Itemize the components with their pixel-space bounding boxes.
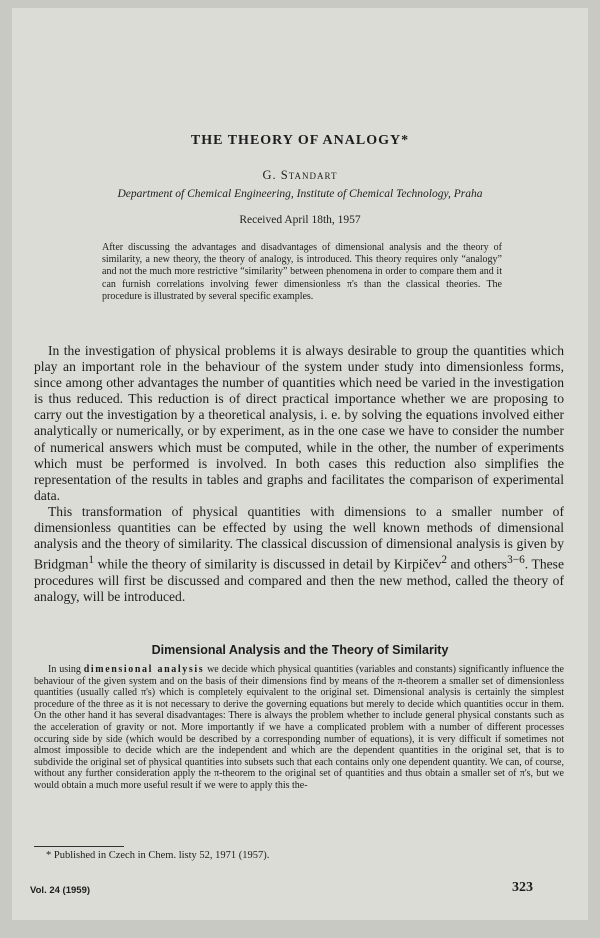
paragraph-2-part-d: . These procedures will first be discussed and compared and then the new method, called the theory of analogy, will be introduced.: [34, 556, 564, 604]
received-date: Received April 18th, 1957: [239, 214, 361, 226]
section-paragraph: [34, 664, 564, 792]
page-number: 323: [512, 880, 533, 895]
paragraph-2: [34, 504, 564, 605]
paragraph-1: In the investigation of physical problems it is always desirable to group the quantities which play an important role in the behaviour of the system under study into dimensionless forms, since among other advantages the number of quantities which need be varied in the investigation is thus reduced. This reduction is of direct practical importance whether we are proposing to carry out the investigation by a theoretical analysis, i. e. by solving the equations involved either analytically or numerically, or by experiment, as in the one case we have to consider the number of numerical answers which must be computed, while in the other, the number of experiments which must be performed is involved. In both cases this reduction also simplifies the representation of the results in tables and graphs and facilitates the comparison of experimental data.: [34, 343, 564, 503]
paragraph-2-part-a: This transformation of physical quantities with dimensions to a smaller number of dimensionless quantities can be effected by using the well known methods of dimensional analysis and the theory of similarity. The classical discussion of dimensional analysis is given by Bridgman: [34, 503, 564, 572]
paper-title: THE THEORY OF ANALOGY*: [190, 133, 410, 148]
body-text: [34, 343, 564, 605]
volume-label: Vol. 24 (1959): [30, 885, 91, 896]
affiliation: Department of Chemical Engineering, Institute of Chemical Technology, Praha: [117, 188, 483, 200]
paragraph-2-part-c: and others: [447, 556, 508, 572]
section-heading: Dimensional Analysis and the Theory of Similarity: [151, 643, 449, 657]
reference-1: 1: [88, 554, 95, 567]
footnote: * Published in Czech in Chem. listy 52, 1971 (1957).: [46, 850, 270, 861]
abstract: After discussing the advantages and disadvantages of dimensional analysis and the theory of similarity, a new theory, the theory of analogy, is introduced. This theory requires only “analogy” and not the much more restrictive “similarity” between phenomena in order to compare them and it can furnish correlations involving fewer dimensionless π's than the classical theories. The procedure is illustrated by several specific examples.: [102, 242, 502, 302]
reference-2: 2: [441, 554, 448, 567]
section-lead: In using: [48, 664, 84, 675]
paragraph-2-part-b: while the theory of similarity is discussed in detail by Kirpičev: [94, 556, 442, 572]
author-name: G. Standart: [262, 168, 338, 182]
section-emphasis: dimensional analysis: [83, 664, 205, 675]
reference-3-6: 3−6: [507, 554, 525, 567]
footnote-rule: [34, 846, 124, 847]
section-text: we decide which physical quantities (variables and constants) significantly influence the behaviour of the given system and on the basis of their dimensions find by means of the π-theorem a smaller set of dimensionless quantities (usually called π's) which is completely equivalent to the original set. Dimensional analysis is certainly the simplest procedure of the three as it is not necessary to derive the governing equations but merely to decide which quantities occur in them. On the other hand it has several disadvantages: There is always the problem whether to include general physical constants such as the acceleration of gravity or not. More importantly if we have a complicated problem with a number of different processes occuring side by side (which would be described by a corresponding number of equations), it is very difficult if sometimes not almost impossible to decide which are the independent and which are the dependent quantities in the original set, that is to subdivide the original set of physical quantities into subsets such that each contains only one dependent quantity. We can, of course, without any further consideration apply the π-theorem to the original set of quantities and thus obtain a smaller set of π's, but we would obtain a much more useful result if we were to apply this the-: [34, 664, 564, 791]
paper-page: [12, 8, 588, 920]
